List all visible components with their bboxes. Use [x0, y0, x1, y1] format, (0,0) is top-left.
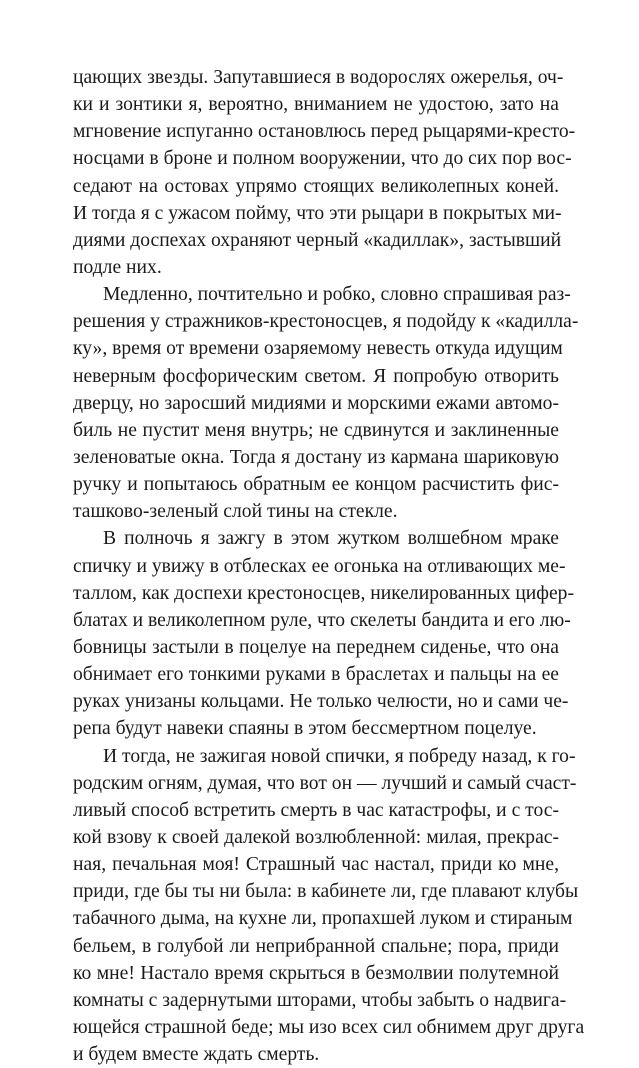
text-line: неверным фосфорическим светом. Я попробую отворить — [73, 365, 559, 387]
text-line: И тогда я с ужасом пойму, что эти рыцари в покрытых ми- — [73, 202, 562, 224]
paragraph — [73, 743, 585, 1068]
text-line: ку», время от времени озаряемому невесть откуда идущим — [73, 338, 563, 360]
text-line: седают на остовах упрямо стоящих великолепных коней. — [73, 175, 559, 197]
text-line: И тогда, не зажигая новой спички, я побреду назад, к го- — [103, 745, 576, 767]
text-line: бельем, в голубой ли неприбранной спальне; пора, приди — [73, 935, 559, 957]
text-line: блатах и великолепном руле, что скелеты бандита и его лю- — [73, 609, 571, 631]
text-line: ко мне! Настало время скрыться в безмолвии полутемной — [73, 962, 559, 984]
text-line: диями доспехах охраняют черный «кадиллак», застывший — [73, 229, 562, 251]
text-line: спичку и увижу в отблесках ее огонька на отливающих ме- — [73, 555, 566, 577]
text-line: биль не пустит меня внутрь; не сдвинутся и заклиненные — [73, 419, 559, 441]
text-line: ющейся страшной беде; мы изо всех сил обнимем друг друга — [73, 1016, 585, 1038]
text-line: ная, печальная моя! Страшный час настал, приди ко мне, — [73, 854, 559, 876]
text-line: решения у стражников-крестоносцев, я подойду к «кадилла- — [73, 311, 579, 333]
text-line: подле них. — [73, 256, 162, 278]
paragraph — [73, 64, 576, 281]
text-line: В полночь я зажгу в этом жутком волшебном мраке — [103, 528, 559, 550]
text-line: цающих звезды. Запутавшиеся в водорослях ожерелья, оч- — [73, 67, 564, 88]
text-line: таллом, как доспехи крестоносцев, никелированных цифер- — [73, 582, 574, 604]
text-line: зеленоватые окна. Тогда я достану из кармана шариковую — [73, 446, 559, 468]
text-line: руках унизаны кольцами. Не только челюсти, но и сами че- — [73, 691, 569, 713]
text-line: родским огням, думая, что вот он — лучший и самый счаст- — [73, 772, 577, 794]
text-line: бовницы застыли в поцелуе на переднем сиденье, что она — [73, 636, 559, 658]
text-line: ки и зонтики я, вероятно, вниманием не удостою, зато на — [73, 94, 559, 116]
text-line: ташково-зеленый слой тины на стекле. — [73, 501, 398, 523]
text-line: мгновение испуганно остановлюсь перед рыцарями-кресто- — [73, 121, 576, 143]
text-line: ливый способ встретить смерть в час катастрофы, и с тос- — [73, 799, 559, 821]
paragraph — [73, 525, 574, 742]
text-line: носцами в броне и полном вооружении, что до сих пор вос- — [73, 148, 572, 170]
text-line: дверцу, но заросший мидиями и морскими ежами автомо- — [73, 392, 559, 414]
text-line: ручку и попытаюсь обратным ее концом расчистить фис- — [73, 474, 559, 496]
text-line: табачного дыма, на кухне ли, пропахшей луком и стираным — [73, 908, 573, 930]
text-line: Медленно, почтительно и робко, словно спрашивая раз- — [103, 284, 571, 306]
text-line: приди, где бы ты ни была: в кабинете ли, где плавают клубы — [73, 881, 579, 903]
text-line: кой взову к своей далекой возлюбленной: милая, прекрас- — [73, 826, 559, 848]
text-line: репа будут навеки спаяны в этом бессмертном поцелуе. — [73, 718, 537, 740]
text-line: комнаты с задернутыми шторами, чтобы забыть о надвига- — [73, 989, 567, 1011]
text-line: и будем вместе ждать смерть. — [73, 1044, 320, 1066]
paragraph — [73, 281, 579, 525]
text-line: обнимает его тонкими руками в браслетах и пальцы на ее — [73, 664, 559, 686]
book-page — [73, 64, 585, 1068]
